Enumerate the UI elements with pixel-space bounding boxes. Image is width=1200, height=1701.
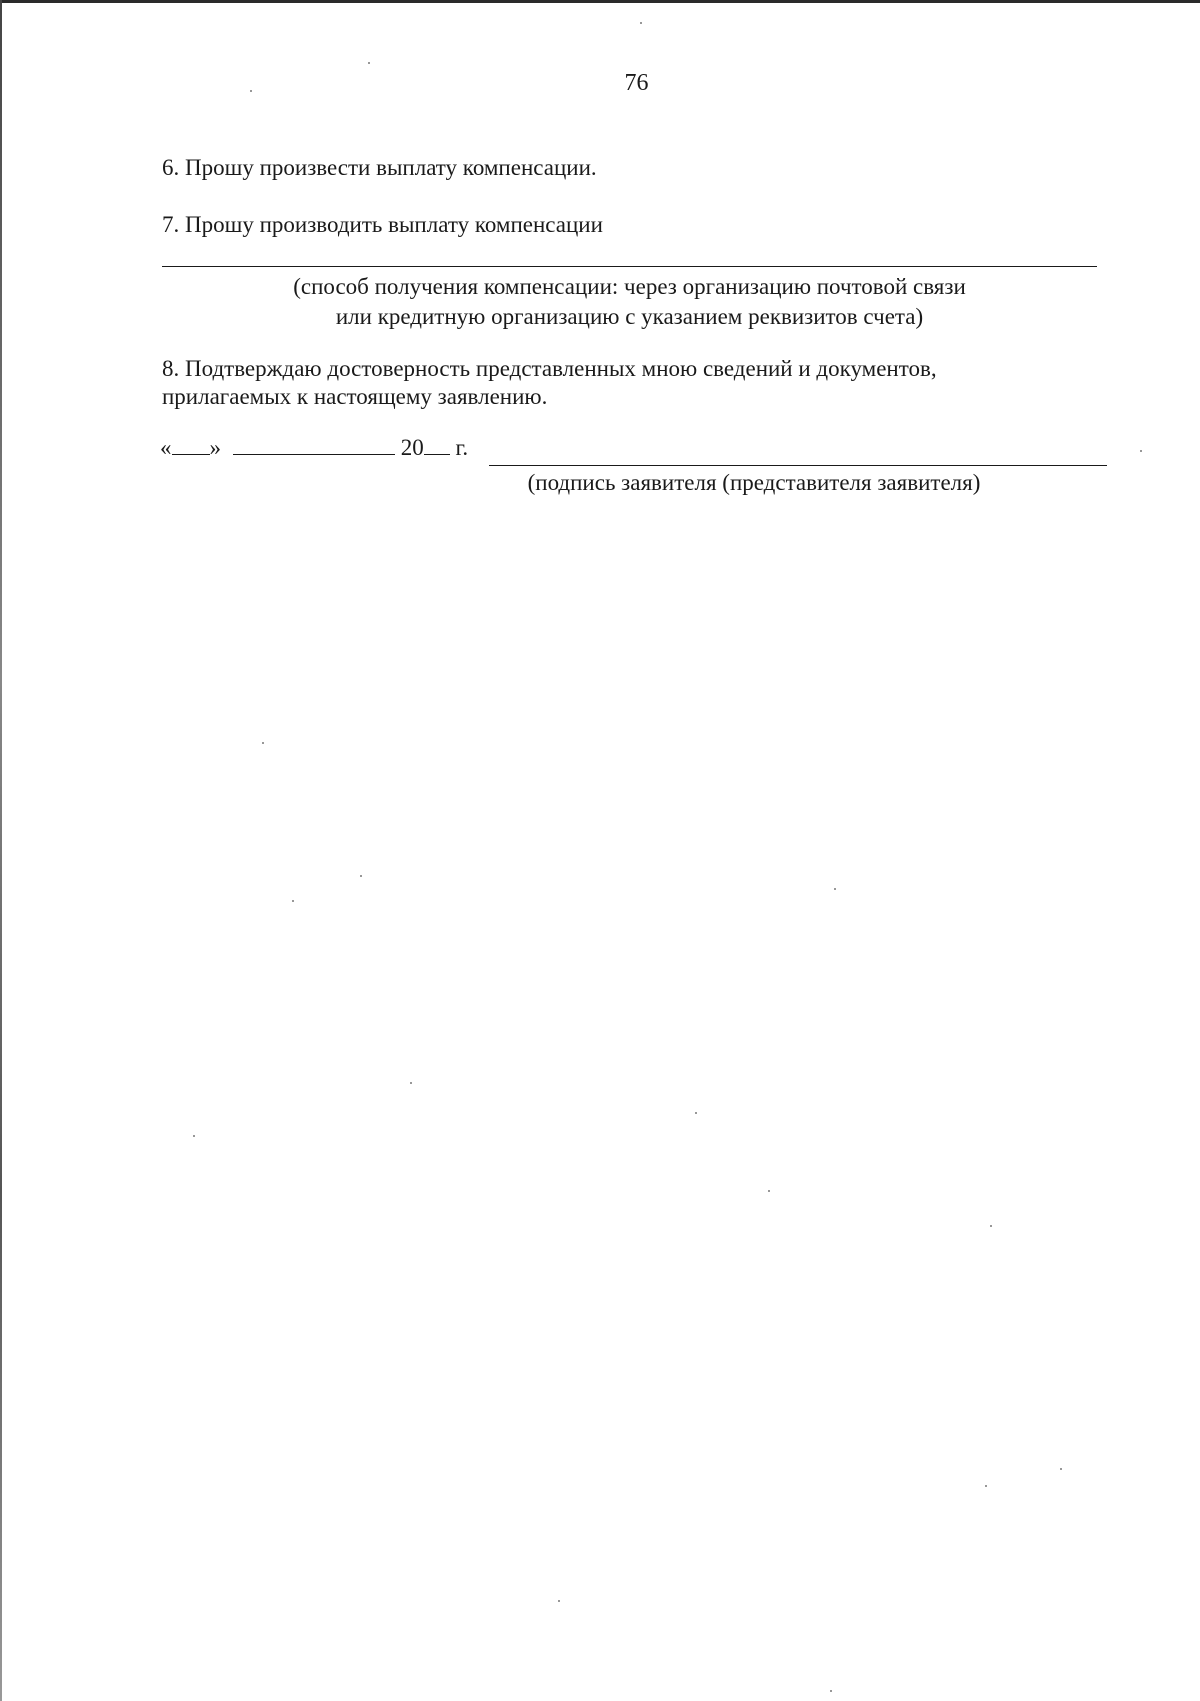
payment-method-caption-line-2: или кредитную организацию с указанием реквизитов счета) [335,304,924,329]
date-year-prefix: 20 [400,435,424,460]
scan-speck [990,1225,992,1227]
item-8-text [162,355,1097,411]
scan-speck [368,62,370,64]
date-year-blank [424,434,450,455]
date-year-suffix: г. [455,435,469,460]
date-open-quote: « [160,435,172,460]
scan-speck [640,22,642,24]
payment-method-caption-line-1: (способ получения компенсации: через организацию почтовой связи [293,274,966,299]
date-close-quote: » [209,435,221,460]
date-month-blank [233,434,395,455]
page-number: 76 [624,70,649,96]
scan-speck [410,1082,412,1084]
item-6-text: 6. Прошу произвести выплату компенсации. [162,155,597,180]
scan-speck [262,742,264,744]
item-8-line-1: 8. Подтверждаю достоверность представленных мною сведений и документов, [162,356,937,381]
scan-speck [985,1485,987,1487]
scan-edge-top [0,0,1200,3]
date-day-blank [172,434,210,455]
signature-blank-line [489,465,1107,466]
item-8-line-2: прилагаемых к настоящему заявлению. [162,384,548,409]
scan-speck [193,1135,195,1137]
scan-speck [830,1690,832,1692]
scan-speck [834,888,836,890]
scan-speck [1060,1468,1062,1470]
scan-speck [558,1600,560,1602]
payment-method-caption [162,272,1097,332]
scan-speck [360,875,362,877]
scan-speck [250,90,252,92]
scan-speck [1140,450,1142,452]
scan-speck [292,900,294,902]
scan-speck [768,1190,770,1192]
scan-edge-left [0,0,2,1701]
scan-speck [695,1112,697,1114]
signature-caption: (подпись заявителя (представителя заявителя) [527,470,981,495]
payment-method-blank-line [162,266,1097,267]
date-row [160,434,468,461]
item-7-text: 7. Прошу производить выплату компенсации [162,212,603,237]
